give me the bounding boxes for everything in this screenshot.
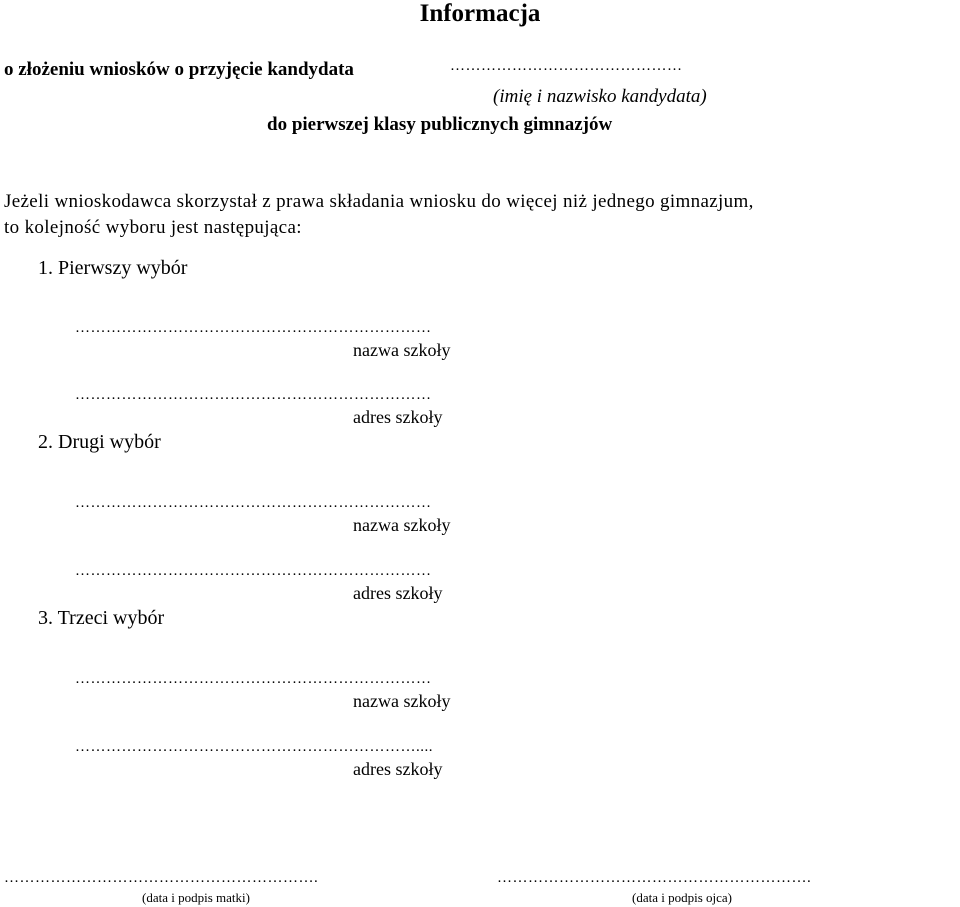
father-signature-field[interactable]: ……………………………………………………. [497,870,812,886]
choice-1-school-address-field[interactable]: …………………………………………………………… [75,387,432,403]
choice-2-school-name-caption: nazwa szkoły [353,515,451,535]
application-line [4,59,354,81]
mother-signature-field[interactable]: ……………………………………………………. [4,870,319,886]
choice-3-school-address-caption: adres szkoły [353,759,443,779]
candidate-name-caption: (imię i nazwisko kandydata) [493,86,707,107]
application-line-text: o złożeniu wniosków o przyjęcie kandydata [4,59,354,80]
choice-1-school-name-field[interactable]: …………………………………………………………… [75,320,432,336]
choice-1-school-address-caption: adres szkoły [353,407,443,427]
page-title: Informacja [419,0,541,27]
choice-3-school-name-field[interactable]: …………………………………………………………… [75,671,432,687]
choice-2-school-name-field[interactable]: …………………………………………………………… [75,495,432,511]
father-signature-caption: (data i podpis ojca) [632,890,732,905]
choice-1-school-name-caption: nazwa szkoły [353,340,451,360]
choice-3-school-name-caption: nazwa szkoły [353,691,451,711]
intro-line-2: to kolejność wyboru jest następująca: [4,217,302,238]
candidate-name-field[interactable]: ……………………………………… [450,58,683,74]
choice-3-label: 3. Trzeci wybór [38,607,165,629]
intro-line-1: Jeżeli wnioskodawca skorzystał z prawa składania wniosku do więcej niż jednego gimnazjum, [4,191,754,212]
mother-signature-caption: (data i podpis matki) [142,890,250,905]
school-type-line: do pierwszej klasy publicznych gimnazjów [267,114,613,135]
choice-2-label: 2. Drugi wybór [38,431,161,453]
choice-1-label: 1. Pierwszy wybór [38,257,188,279]
choice-2-school-address-field[interactable]: …………………………………………………………… [75,563,432,579]
choice-3-school-address-field[interactable]: ………………………………………………………….... [75,739,433,755]
choice-2-school-address-caption: adres szkoły [353,583,443,603]
